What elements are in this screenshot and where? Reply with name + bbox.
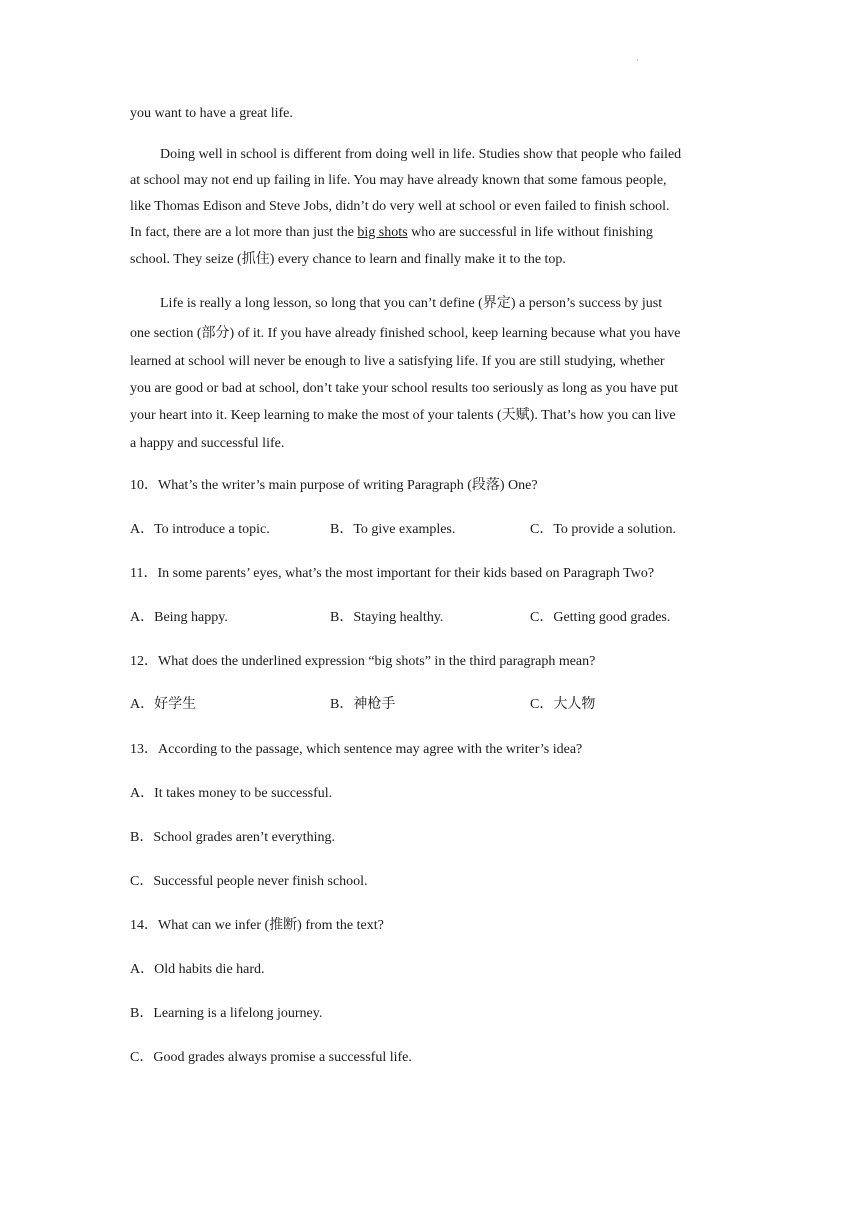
option-a: A．好学生 xyxy=(130,697,197,712)
question-stem: 11．In some parents’ eyes, what’s the most important for their kids based on Paragraph Two? xyxy=(130,566,655,581)
question-stem: 14．What can we infer (推断) from the text? xyxy=(130,918,384,933)
line-4-after: who are successful in life without finishing xyxy=(407,225,653,240)
option-c: C．大人物 xyxy=(530,697,596,712)
paragraph-3-line-2: at school may not end up failing in life. You may have already known that some famous people, xyxy=(130,173,667,188)
option-a: A．It takes money to be successful. xyxy=(130,786,333,801)
paragraph-3-line-4 xyxy=(130,224,653,242)
paragraph-4-line-2: one section (部分) of it. If you have already finished school, keep learning because what you have xyxy=(130,326,681,341)
question-stem: 10．What’s the writer’s main purpose of writing Paragraph (段落) One? xyxy=(130,478,538,493)
option-a: A．Old habits die hard. xyxy=(130,962,265,977)
question-stem: 12．What does the underlined expression “big shots” in the third paragraph mean? xyxy=(130,654,596,669)
option-b: B．School grades aren’t everything. xyxy=(130,830,336,845)
paragraph-3-line-1: Doing well in school is different from doing well in life. Studies show that people who failed xyxy=(160,147,682,162)
option-c: C．Successful people never finish school. xyxy=(130,874,368,889)
paragraph-4-line-6: a happy and successful life. xyxy=(130,436,285,451)
option-c: C．Getting good grades. xyxy=(530,610,671,625)
option-a: A．To introduce a topic. xyxy=(130,522,270,537)
option-c: C．To provide a solution. xyxy=(530,522,677,537)
paragraph-4-line-1: Life is really a long lesson, so long that you can’t define (界定) a person’s success by just xyxy=(160,296,663,311)
paragraph-4-line-5: your heart into it. Keep learning to make the most of your talents (天赋). That’s how you can live xyxy=(130,408,676,423)
option-b: B．Staying healthy. xyxy=(330,610,444,625)
option-a: A．Being happy. xyxy=(130,610,228,625)
question-stem: 13．According to the passage, which sentence may agree with the writer’s idea? xyxy=(130,742,583,757)
underlined-expression: big shots xyxy=(357,225,408,240)
paragraph-4-line-4: you are good or bad at school, don’t take your school results too seriously as long as you have put xyxy=(130,381,678,396)
paragraph-3-line-5: school. They seize (抓住) every chance to learn and finally make it to the top. xyxy=(130,252,566,267)
intro-tail-line: you want to have a great life. xyxy=(130,106,293,121)
page-mark: · xyxy=(636,56,639,65)
option-b: B．To give examples. xyxy=(330,522,456,537)
option-b: B．神枪手 xyxy=(330,697,396,712)
line-4-before: In fact, there are a lot more than just the xyxy=(130,225,358,240)
option-c: C．Good grades always promise a successful life. xyxy=(130,1050,412,1065)
paragraph-3-line-3: like Thomas Edison and Steve Jobs, didn’t do very well at school or even failed to finish school. xyxy=(130,199,670,214)
option-b: B．Learning is a lifelong journey. xyxy=(130,1006,323,1021)
paragraph-4-line-3: learned at school will never be enough to live a satisfying life. If you are still studying, whether xyxy=(130,354,665,369)
